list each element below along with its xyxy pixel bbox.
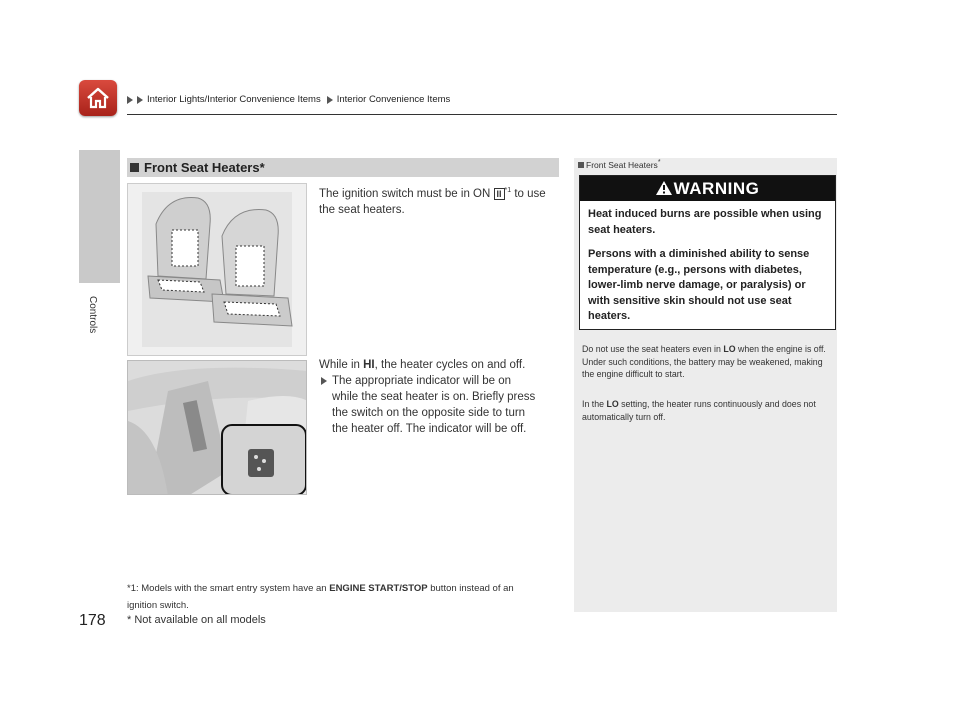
warning-text: Heat induced burns are possible when using seat heaters. <box>588 208 822 236</box>
indicator-line: the switch on the opposite side to turn <box>332 407 526 419</box>
hi-text-end: , the heater cycles on and off. <box>374 359 526 371</box>
note-bold: LO <box>606 399 619 409</box>
section-heading <box>127 158 559 177</box>
indicator-line: The appropriate indicator will be on <box>332 375 511 387</box>
breadcrumb-arrow-icon <box>327 96 333 104</box>
ignition-instruction <box>319 183 559 218</box>
hi-text: While in <box>319 359 364 371</box>
ignition-text-end: to use <box>511 187 546 200</box>
indicator-line: while the seat heater is on. Briefly press <box>332 391 536 403</box>
indicator-note <box>319 373 559 437</box>
note-text: In the <box>582 399 607 409</box>
footnote-ref: *1 <box>504 187 512 194</box>
note-text: Do not use the seat heaters even in <box>582 344 724 354</box>
footnote <box>127 580 559 614</box>
footnote-bold: ENGINE START/STOP <box>329 583 428 594</box>
home-button[interactable] <box>79 80 117 116</box>
availability-note: * Not available on all models <box>127 614 266 626</box>
seat-heater-illustration <box>127 183 307 356</box>
page-number: 178 <box>79 612 106 629</box>
home-icon <box>85 85 111 111</box>
warning-box <box>579 175 836 330</box>
hi-setting-instruction <box>319 357 559 437</box>
footnote-text-line2: ignition switch. <box>127 600 189 611</box>
indicator-line: the heater off. The indicator will be off. <box>332 423 527 435</box>
reference-panel <box>574 158 837 612</box>
warning-header <box>580 176 835 201</box>
hi-label: HI <box>363 359 375 371</box>
sub-bullet-arrow-icon <box>321 377 327 385</box>
note-text: setting, the heater runs continuously and does not automatically turn off. <box>582 399 816 422</box>
lo-setting-note <box>582 398 827 423</box>
ignition-text-line2: the seat heaters. <box>319 203 405 216</box>
section-square-icon <box>130 163 139 172</box>
breadcrumb-arrow-icon <box>127 96 133 104</box>
breadcrumb-arrow-icon <box>137 96 143 104</box>
breadcrumb <box>127 94 450 105</box>
warning-label: WARNING <box>673 179 760 198</box>
note-bold: LO <box>723 344 736 354</box>
breadcrumb-link-interior-lights[interactable]: Interior Lights/Interior Convenience Items <box>147 94 321 105</box>
header-divider <box>127 114 837 115</box>
ignition-text: The ignition switch must be in ON <box>319 187 494 200</box>
ignition-position-symbol: II <box>494 188 505 200</box>
note-text: when the engine is off. Under such conditions, the battery may be weakened, making the engine difficult to start. <box>582 344 826 379</box>
chapter-label: Controls <box>87 296 98 334</box>
warning-triangle-icon <box>656 181 672 195</box>
engine-off-note <box>582 343 827 381</box>
heater-switch-photo <box>127 360 307 495</box>
panel-title-text: Front Seat Heaters <box>586 159 658 170</box>
footnote-text-end: button instead of an <box>427 583 514 594</box>
note-icon <box>578 162 584 168</box>
chapter-tab <box>79 150 120 283</box>
section-marker: * <box>259 160 265 175</box>
section-title: Front Seat Heaters <box>144 160 260 175</box>
breadcrumb-link-convenience-items[interactable]: Interior Convenience Items <box>336 94 451 105</box>
panel-title-marker: * <box>657 159 661 166</box>
footnote-text: *1: Models with the smart entry system have an <box>127 583 330 594</box>
panel-title <box>578 159 661 170</box>
warning-text: Persons with a diminished ability to sense temperature (e.g., persons with diabetes, lower-limb nerve damage, or paralysis) or with sensitive skin should not use seat heaters. <box>588 248 810 322</box>
